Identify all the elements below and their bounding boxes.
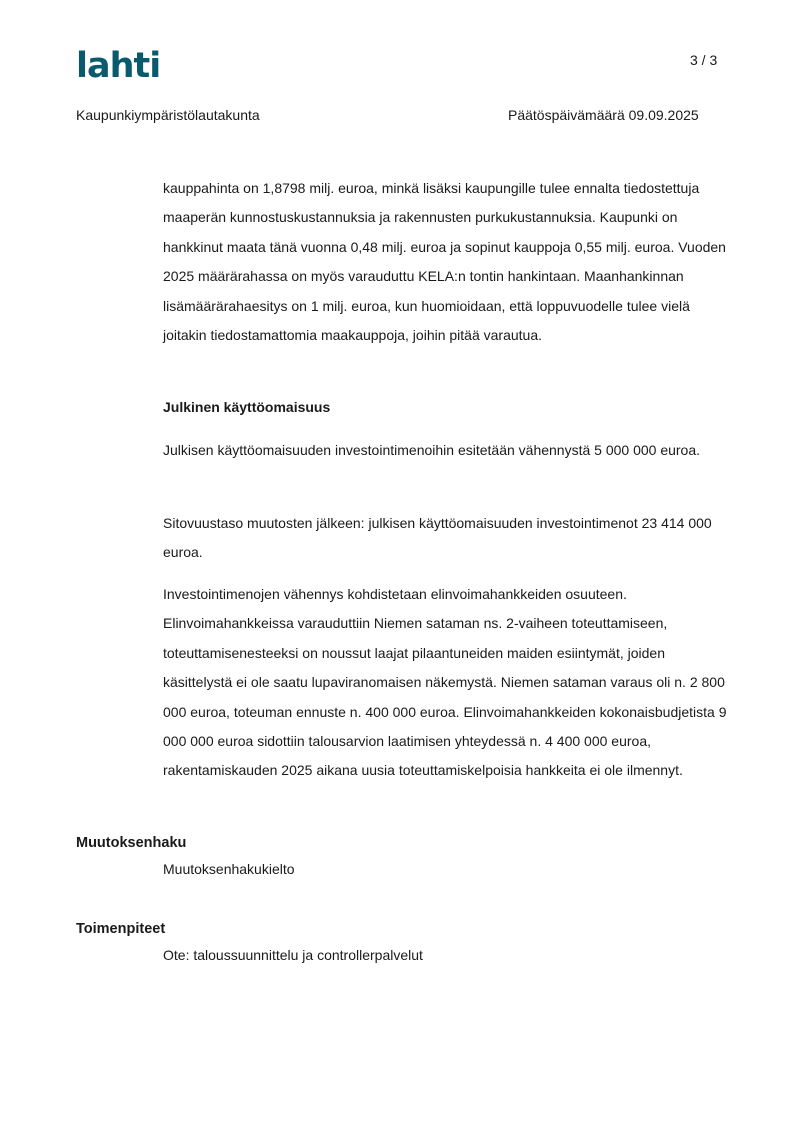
section-heading-appeal: Muutoksenhaku (76, 835, 187, 851)
decision-date: Päätöspäivämäärä 09.09.2025 (508, 107, 699, 123)
paragraph-binding-level: Sitovuustaso muutosten jälkeen: julkisen käyttöomaisuuden investointimenot 23 414 000 euroa. (163, 515, 712, 561)
section-heading-actions: Toimenpiteet (76, 921, 166, 937)
paragraph-vitality-projects: Investointimenojen vähennys kohdistetaan elinvoimahankkeiden osuuteen. Elinvoimahankkeissa varauduttiin Niemen sataman ns. 2-vaiheen toteuttamiseen, toteuttamisenesteeksi on noussut laajat pilaantuneiden maiden esiintymät, joiden käsittelystä ei ole saatu lupaviranomaisen näkemystä. Niemen sataman varaus oli n. 2 800 000 euroa, toteuman ennuste n. 400 000 euroa. Elinvoimahankkeiden kokonaisbudjetista 9 000 000 euroa sidottiin talousarvion laatimisen yhteydessä n. 4 400 000 euroa, rakentamiskauden 2025 aikana uusia toteuttamiskelpoisia hankkeita ei ole ilmennyt. (163, 586, 727, 779)
lahti-logo: lahti (76, 46, 161, 86)
page-number: 3 / 3 (690, 52, 718, 68)
paragraph-land-purchase: kauppahinta on 1,8798 milj. euroa, minkä lisäksi kaupungille tulee ennalta tiedostettuja maaperän kunnostuskustannuksia ja rakennusten purkukustannuksia. Kaupunki on hankkinut maata tänä vuonna 0,48 milj. euroa ja sopinut kauppoja 0,55 milj. euroa. Vuoden 2025 määrärahassa on myös varauduttu KELA:n tontin hankintaan. Maanhankinnan lisämäärärahaesitys on 1 milj. euroa, kun huomioidaan, että loppuvuodelle tulee vielä joitakin tiedostamattomia maakauppoja, joihin pitää varautua. (163, 180, 726, 344)
paragraph-investment-reduction: Julkisen käyttöomaisuuden investointimenoihin esitetään vähennystä 5 000 000 euroa. (163, 442, 701, 458)
section-text-appeal: Muutoksenhakukielto (163, 861, 295, 877)
committee-name: Kaupunkiympäristölautakunta (76, 107, 260, 123)
heading-public-assets: Julkinen käyttöomaisuus (163, 399, 331, 415)
section-text-actions: Ote: taloussuunnittelu ja controllerpalvelut (163, 947, 423, 963)
